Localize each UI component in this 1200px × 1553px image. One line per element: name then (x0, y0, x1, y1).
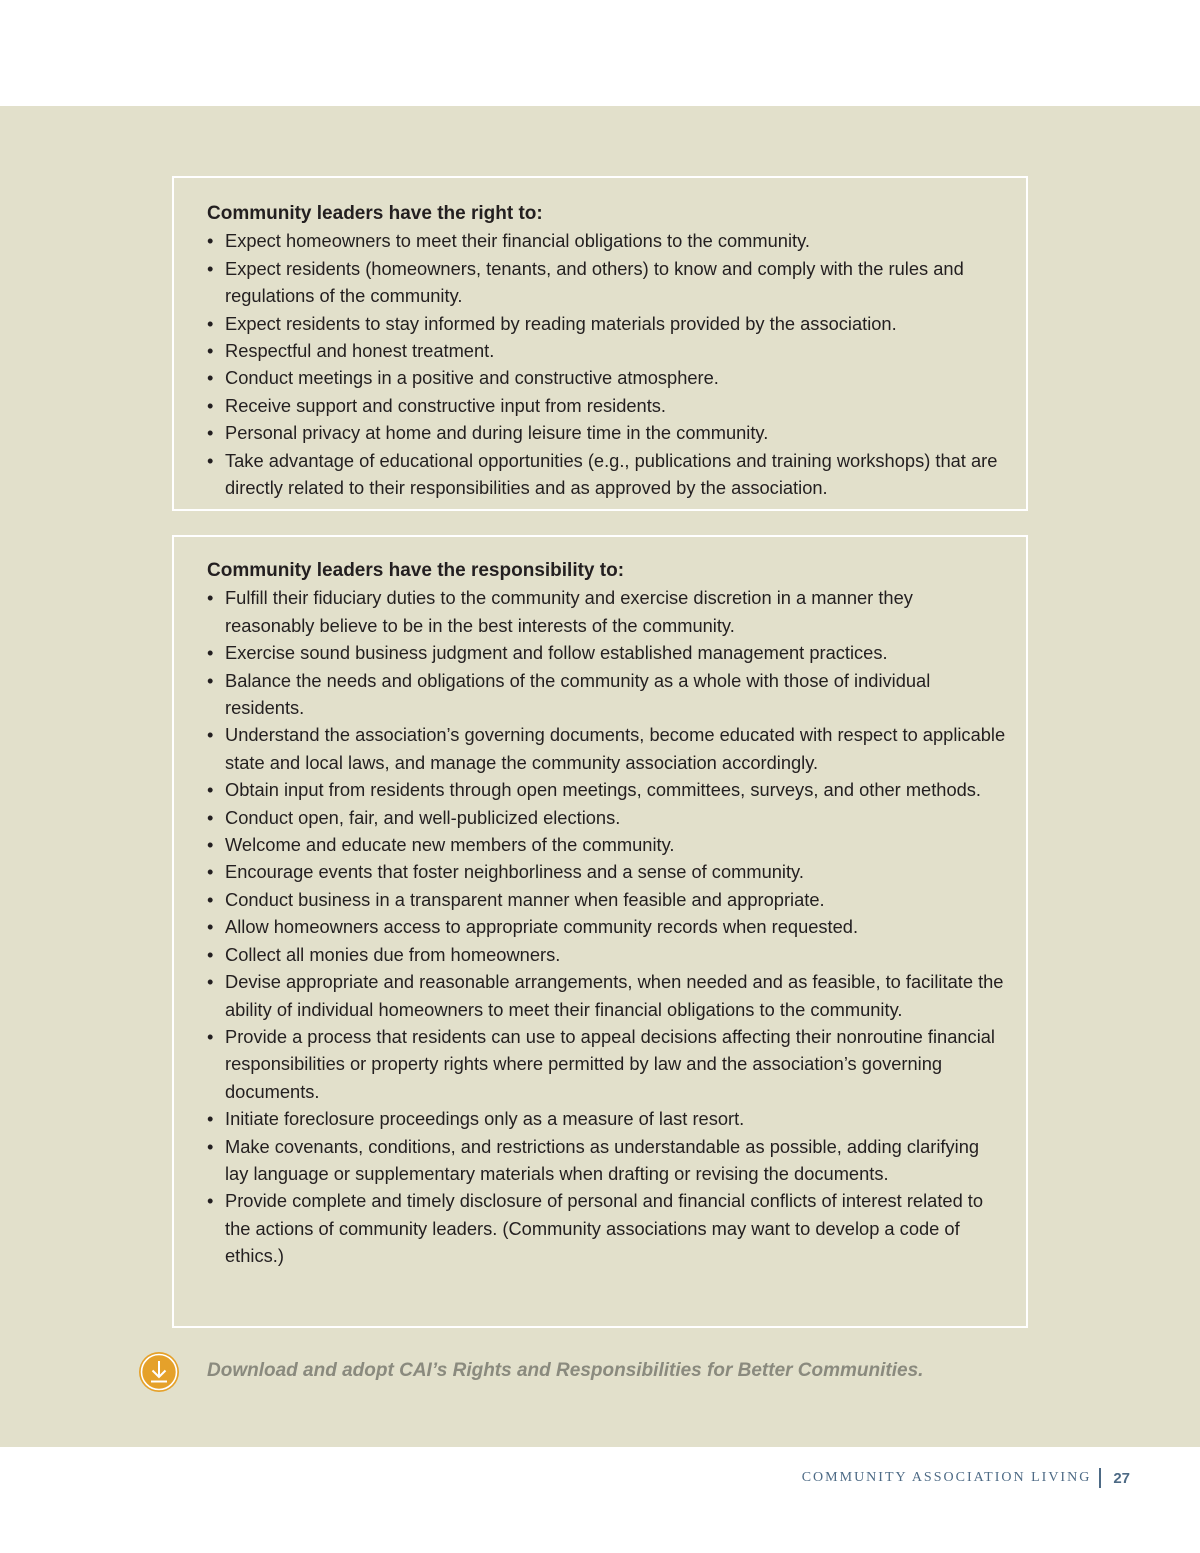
list-item: • Balance the needs and obligations of the community as a whole with those of individual residents. (207, 667, 1006, 722)
download-callout[interactable] (139, 1352, 1039, 1392)
list-item: • Expect homeowners to meet their financial obligations to the community. (207, 227, 1006, 254)
list-item: • Conduct open, fair, and well-publicized elections. (207, 804, 1006, 831)
download-icon[interactable] (139, 1352, 179, 1392)
bullet-icon: • (207, 1135, 214, 1157)
bullet-icon: • (207, 422, 214, 444)
bullet-icon: • (207, 806, 214, 828)
bullet-icon: • (207, 834, 214, 856)
list-item: • Encourage events that foster neighborliness and a sense of community. (207, 858, 1006, 885)
list-item: • Provide a process that residents can use to appeal decisions affecting their nonroutine financial responsibilities or property rights where permitted by law and the association’s governing documents. (207, 1023, 1006, 1105)
bullet-icon: • (207, 724, 214, 746)
bullet-icon: • (207, 1108, 214, 1130)
publication-title: COMMUNITY ASSOCIATION LIVING (801, 1470, 1092, 1485)
list-item: • Exercise sound business judgment and follow established management practices. (207, 639, 1006, 666)
bullet-icon: • (207, 943, 214, 965)
bullet-icon: • (207, 230, 214, 252)
list-item: • Understand the association’s governing documents, become educated with respect to applicable state and local laws, and manage the community association accordingly. (207, 721, 1006, 776)
download-link[interactable]: Download and adopt CAI’s Rights and Responsibilities for Better Communities. (207, 1360, 924, 1381)
list-item: • Collect all monies due from homeowners. (207, 941, 1006, 968)
bullet-icon: • (207, 394, 214, 416)
responsibilities-heading: Community leaders have the responsibility to: (207, 560, 625, 581)
rights-box (172, 176, 1028, 511)
bullet-icon: • (207, 642, 214, 664)
bullet-icon: • (207, 257, 214, 279)
list-item: • Make covenants, conditions, and restrictions as understandable as possible, adding clarifying lay language or supplementary materials when drafting or revising the documents. (207, 1133, 1006, 1188)
bullet-icon: • (207, 888, 214, 910)
bullet-icon: • (207, 1025, 214, 1047)
list-item: • Receive support and constructive input from residents. (207, 392, 1006, 419)
list-item: • Provide complete and timely disclosure of personal and financial conflicts of interest related to the actions of community leaders. (Community associations may want to develop a code of ethics.) (207, 1187, 1006, 1269)
responsibilities-list (207, 584, 1006, 1269)
rights-heading: Community leaders have the right to: (207, 203, 543, 224)
list-item: • Personal privacy at home and during leisure time in the community. (207, 419, 1006, 446)
list-item: • Expect residents to stay informed by reading materials provided by the association. (207, 310, 1006, 337)
list-item: • Obtain input from residents through open meetings, committees, surveys, and other methods. (207, 776, 1006, 803)
bullet-icon: • (207, 861, 214, 883)
list-item: • Allow homeowners access to appropriate community records when requested. (207, 913, 1006, 940)
footer-divider (1099, 1468, 1101, 1488)
list-item: • Welcome and educate new members of the community. (207, 831, 1006, 858)
list-item: • Devise appropriate and reasonable arrangements, when needed and as feasible, to facilitate the ability of individual homeowners to meet their financial obligations to the community. (207, 968, 1006, 1023)
bullet-icon: • (207, 367, 214, 389)
bullet-icon: • (207, 669, 214, 691)
bullet-icon: • (207, 779, 214, 801)
list-item: • Initiate foreclosure proceedings only as a measure of last resort. (207, 1105, 1006, 1132)
list-item: • Conduct meetings in a positive and constructive atmosphere. (207, 364, 1006, 391)
bullet-icon: • (207, 1190, 214, 1212)
bullet-icon: • (207, 587, 214, 609)
list-item: • Expect residents (homeowners, tenants, and others) to know and comply with the rules and regulations of the community. (207, 255, 1006, 310)
bullet-icon: • (207, 449, 214, 471)
page-footer (802, 1467, 1130, 1489)
bullet-icon: • (207, 916, 214, 938)
list-item: • Fulfill their fiduciary duties to the community and exercise discretion in a manner they reasonably believe to be in the best interests of the community. (207, 584, 1006, 639)
list-item: • Take advantage of educational opportunities (e.g., publications and training workshops) that are directly related to their responsibilities and as approved by the association. (207, 447, 1006, 502)
list-item: • Respectful and honest treatment. (207, 337, 1006, 364)
bullet-icon: • (207, 340, 214, 362)
responsibilities-box (172, 535, 1028, 1328)
bullet-icon: • (207, 312, 214, 334)
bullet-icon: • (207, 971, 214, 993)
page-number: 27 (1113, 1469, 1130, 1487)
list-item: • Conduct business in a transparent manner when feasible and appropriate. (207, 886, 1006, 913)
rights-list (207, 227, 1006, 501)
